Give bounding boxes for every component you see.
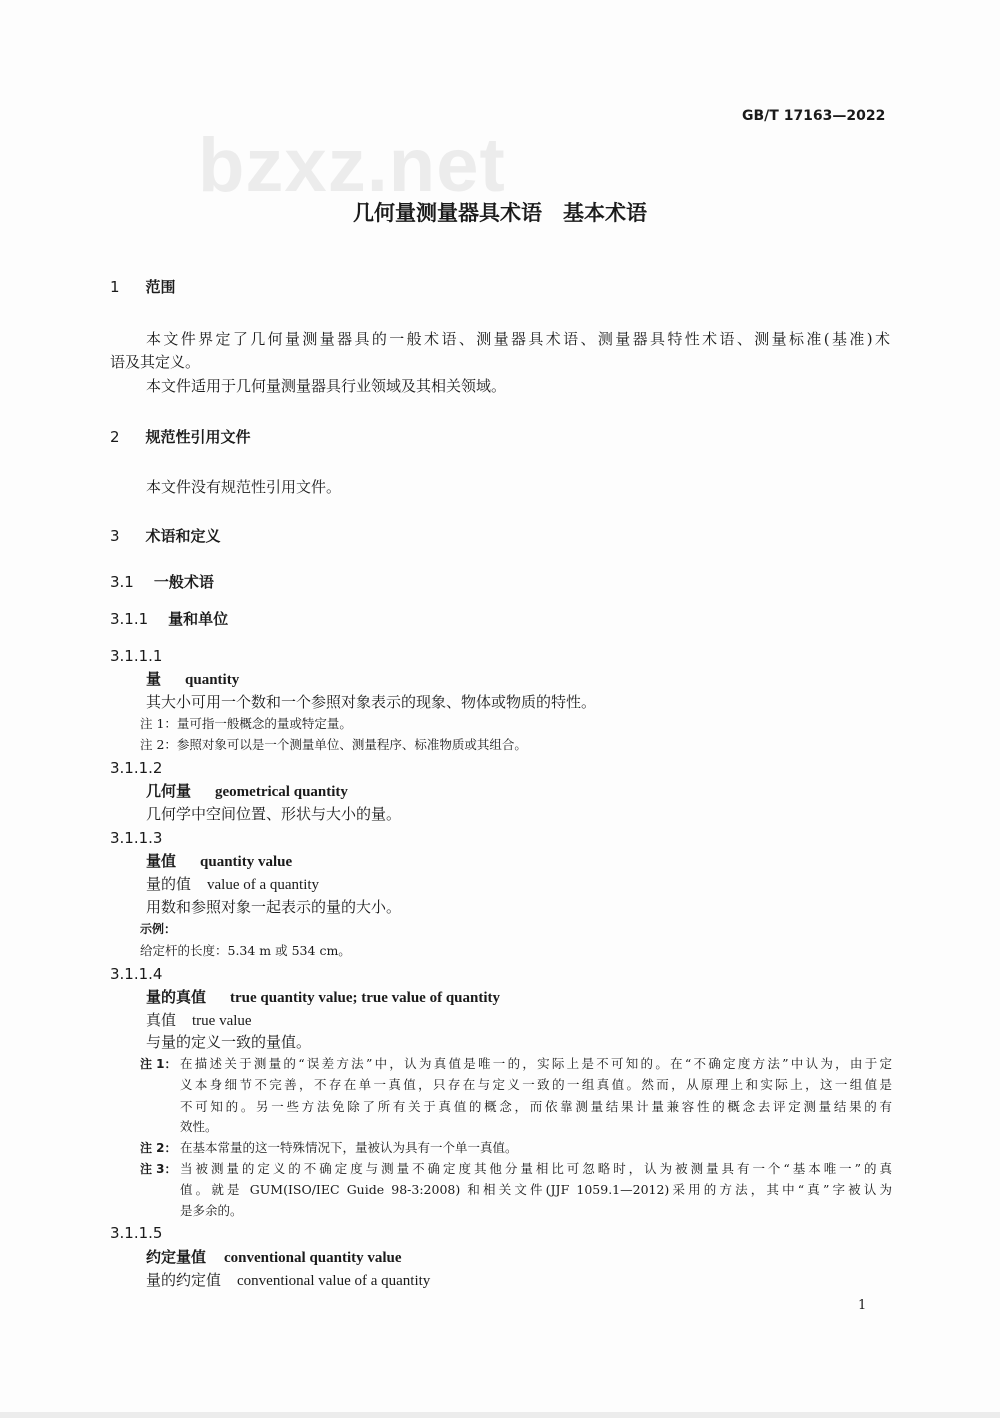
term-heading: 量 quantity bbox=[146, 670, 240, 688]
term-heading: 几何量 geometrical quantity bbox=[146, 782, 348, 800]
watermark: bzxz.net bbox=[198, 123, 506, 208]
term-note-line: 义本身细节不完善，不存在单一真值，只存在与定义一致的一组真值。然而，从原理上和实际上，这一组值是 bbox=[180, 1077, 892, 1092]
note-label: 注 2： bbox=[140, 1141, 177, 1155]
note-label: 注 1： bbox=[140, 1057, 177, 1071]
standard-number: GB/T 17163—2022 bbox=[742, 108, 886, 124]
example-label: 示例： bbox=[140, 922, 177, 936]
term-note-line: 当被测量的定义的不确定度与测量不确定度其他分量相比可忽略时，认为被测量具有一个“基本唯一”的真 bbox=[180, 1161, 892, 1176]
scope-paragraph-line: 语及其定义。 bbox=[110, 353, 201, 371]
document-title: 几何量测量器具术语 基本术语 bbox=[353, 201, 647, 225]
term-heading: 约定量值 conventional quantity value bbox=[146, 1248, 402, 1266]
term-definition: 几何学中空间位置、形状与大小的量。 bbox=[146, 805, 402, 823]
term-definition: 用数和参照对象一起表示的量的大小。 bbox=[146, 898, 402, 916]
term-heading: 量值 quantity value bbox=[146, 852, 293, 870]
term-admitted: 量的值 value of a quantity bbox=[146, 875, 320, 893]
term-number: 3.1.1.4 bbox=[110, 965, 163, 983]
term-heading: 量的真值 true quantity value; true value of quantity bbox=[146, 988, 501, 1006]
page-edge bbox=[0, 1412, 1000, 1418]
term-note-line: 值。就是 GUM(ISO/IEC Guide 98-3:2008) 和相关文件(JJF 1059.1—2012)采用的方法，其中“真”字被认为 bbox=[180, 1182, 892, 1197]
term-admitted: 量的约定值 conventional value of a quantity bbox=[146, 1271, 431, 1289]
term-note: 注 1：量可指一般概念的量或特定量。 bbox=[140, 716, 352, 731]
term-number: 3.1.1.2 bbox=[110, 759, 163, 777]
page-number: 1 bbox=[858, 1298, 867, 1313]
references-paragraph: 本文件没有规范性引用文件。 bbox=[146, 478, 342, 496]
scope-paragraph: 本文件适用于几何量测量器具行业领域及其相关领域。 bbox=[146, 377, 507, 395]
term-number: 3.1.1.5 bbox=[110, 1224, 163, 1242]
scope-paragraph-line: 本文件界定了几何量测量器具的一般术语、测量器具术语、测量器具特性术语、测量标准(基准)术 bbox=[146, 330, 890, 348]
section-2-heading: 2 规范性引用文件 bbox=[110, 428, 251, 446]
term-note: 在基本常量的这一特殊情况下，量被认为具有一个单一真值。 bbox=[180, 1140, 518, 1155]
section-3-1-1-heading: 3.1.1 量和单位 bbox=[110, 610, 229, 628]
term-definition: 与量的定义一致的量值。 bbox=[146, 1033, 312, 1051]
note-label: 注 3： bbox=[140, 1162, 177, 1176]
term-note-line: 不可知的。另一些方法免除了所有关于真值的概念，而依靠测量结果计量兼容性的概念去评定测量结果的有 bbox=[180, 1099, 892, 1114]
example-text: 给定杆的长度：5.34 m 或 534 cm。 bbox=[140, 943, 351, 958]
term-number: 3.1.1.1 bbox=[110, 647, 163, 665]
term-note-line: 在描述关于测量的“误差方法”中，认为真值是唯一的，实际上是不可知的。在“不确定度方法”中认为，由于定 bbox=[180, 1056, 892, 1071]
term-admitted: 真值 true value bbox=[146, 1011, 252, 1029]
section-3-1-heading: 3.1 一般术语 bbox=[110, 573, 214, 591]
term-definition: 其大小可用一个数和一个参照对象表示的现象、物体或物质的特性。 bbox=[146, 693, 597, 711]
term-note: 注 2：参照对象可以是一个测量单位、测量程序、标准物质或其组合。 bbox=[140, 737, 527, 752]
section-1-heading: 1 范围 bbox=[110, 278, 176, 296]
section-3-heading: 3 术语和定义 bbox=[110, 527, 221, 545]
term-number: 3.1.1.3 bbox=[110, 829, 163, 847]
term-note-line: 效性。 bbox=[180, 1119, 218, 1134]
term-note-line: 是多余的。 bbox=[180, 1203, 243, 1218]
